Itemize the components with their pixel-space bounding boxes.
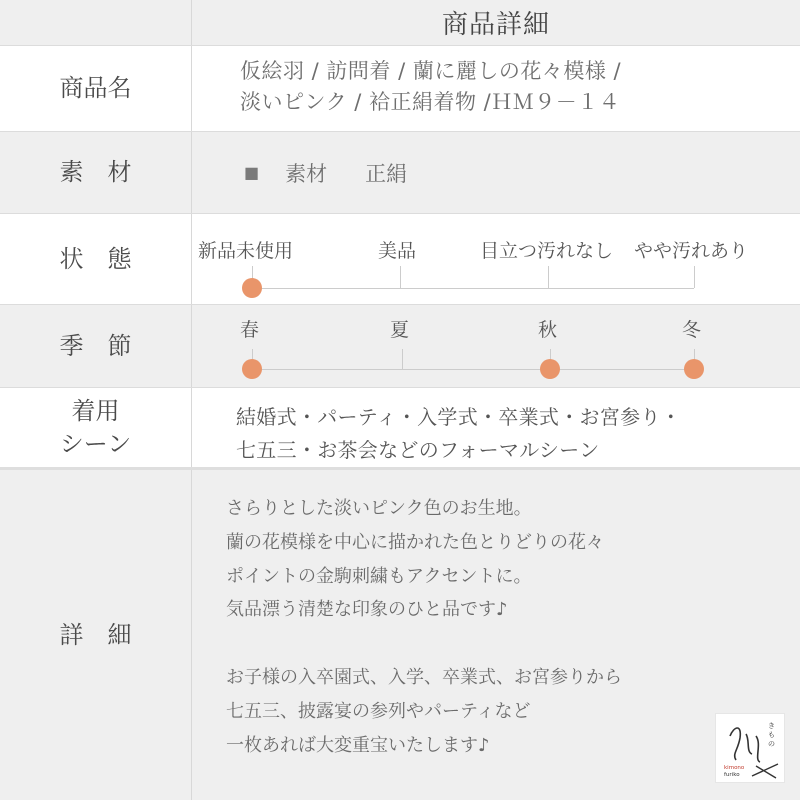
season-option-label: 冬 [682, 319, 702, 341]
details-line: 七五三、披露宴の参列やパーティなど [226, 700, 531, 722]
scene-row [0, 388, 800, 470]
condition-label: 状 態 [59, 244, 132, 273]
page-title: 商品詳細 [441, 10, 550, 40]
condition-scale-tick [400, 266, 401, 288]
season-row [0, 305, 800, 388]
details-line [226, 627, 622, 661]
season-selected-dot [684, 359, 704, 379]
material-key: 素材 [285, 161, 328, 186]
season-option-label: 秋 [538, 319, 558, 341]
season-scale-line [252, 369, 694, 370]
season-selected-dot [540, 359, 560, 379]
scene-line: 七五三・お茶会などのフォーマルシーン [236, 438, 600, 462]
material-value [244, 132, 407, 213]
details-line: 気品漂う清楚な印象のひと品です♪ [226, 599, 508, 621]
season-scale-tick [402, 349, 403, 369]
svg-text:の: の [768, 740, 775, 748]
season-option-label: 夏 [390, 319, 410, 341]
details-line: 一枚あれば大変重宝いたします♪ [226, 734, 490, 756]
details-line: お子様の入卒園式、入学、卒業式、お宮参りから [226, 666, 622, 688]
details-label: 詳 細 [59, 620, 132, 649]
condition-row [0, 214, 800, 305]
material-label: 素 材 [59, 158, 132, 187]
product-name-line: 淡いピンク / 袷正絹着物 /ＨＭ９－１４ [240, 90, 621, 114]
brand-logo-icon [716, 714, 786, 784]
brand-logo [715, 713, 785, 783]
condition-selected-dot [242, 278, 262, 298]
condition-option-label: 新品未使用 [198, 240, 294, 262]
condition-scale-line [252, 288, 694, 289]
scene-label-line: 着用 [71, 397, 120, 426]
condition-scale-tick [694, 266, 695, 288]
season-label: 季 節 [59, 331, 132, 360]
season-selected-dot [242, 359, 262, 379]
condition-option-label: 目立つ汚れなし [480, 240, 614, 262]
detail-header [0, 0, 800, 46]
svg-text:furiko: furiko [724, 772, 740, 778]
scene-line: 結婚式・パーティ・入学式・卒業式・お宮参り・ [236, 405, 681, 429]
condition-option-label: やや汚れあり [634, 240, 749, 262]
scene-label-line: シーン [59, 429, 132, 458]
material-row [0, 132, 800, 214]
bullet-square-icon: ■ [244, 163, 260, 182]
product-name-value [240, 56, 621, 118]
scene-value [236, 401, 681, 467]
details-line: 蘭の花模様を中心に描かれた色とりどりの花々 [226, 531, 604, 553]
product-name-line: 仮絵羽 / 訪問着 / 蘭に麗しの花々模様 / [240, 59, 622, 83]
scene-label [0, 388, 191, 467]
details-line: ポイントの金駒刺繍もアクセントに。 [226, 565, 532, 587]
svg-text:kimono: kimono [724, 765, 745, 771]
details-row [0, 470, 800, 800]
svg-text:き: き [768, 722, 775, 730]
product-name-label: 商品名 [59, 74, 132, 103]
condition-scale-tick [548, 266, 549, 288]
material-text: 正絹 [365, 161, 408, 186]
condition-option-label: 美品 [378, 240, 417, 262]
condition-scale [192, 214, 800, 304]
product-name-row [0, 46, 800, 132]
season-option-label: 春 [240, 319, 260, 341]
details-text [226, 492, 622, 762]
season-scale [192, 305, 800, 387]
svg-text:も: も [768, 731, 775, 739]
details-line: さらりとした淡いピンク色のお生地。 [226, 498, 532, 519]
